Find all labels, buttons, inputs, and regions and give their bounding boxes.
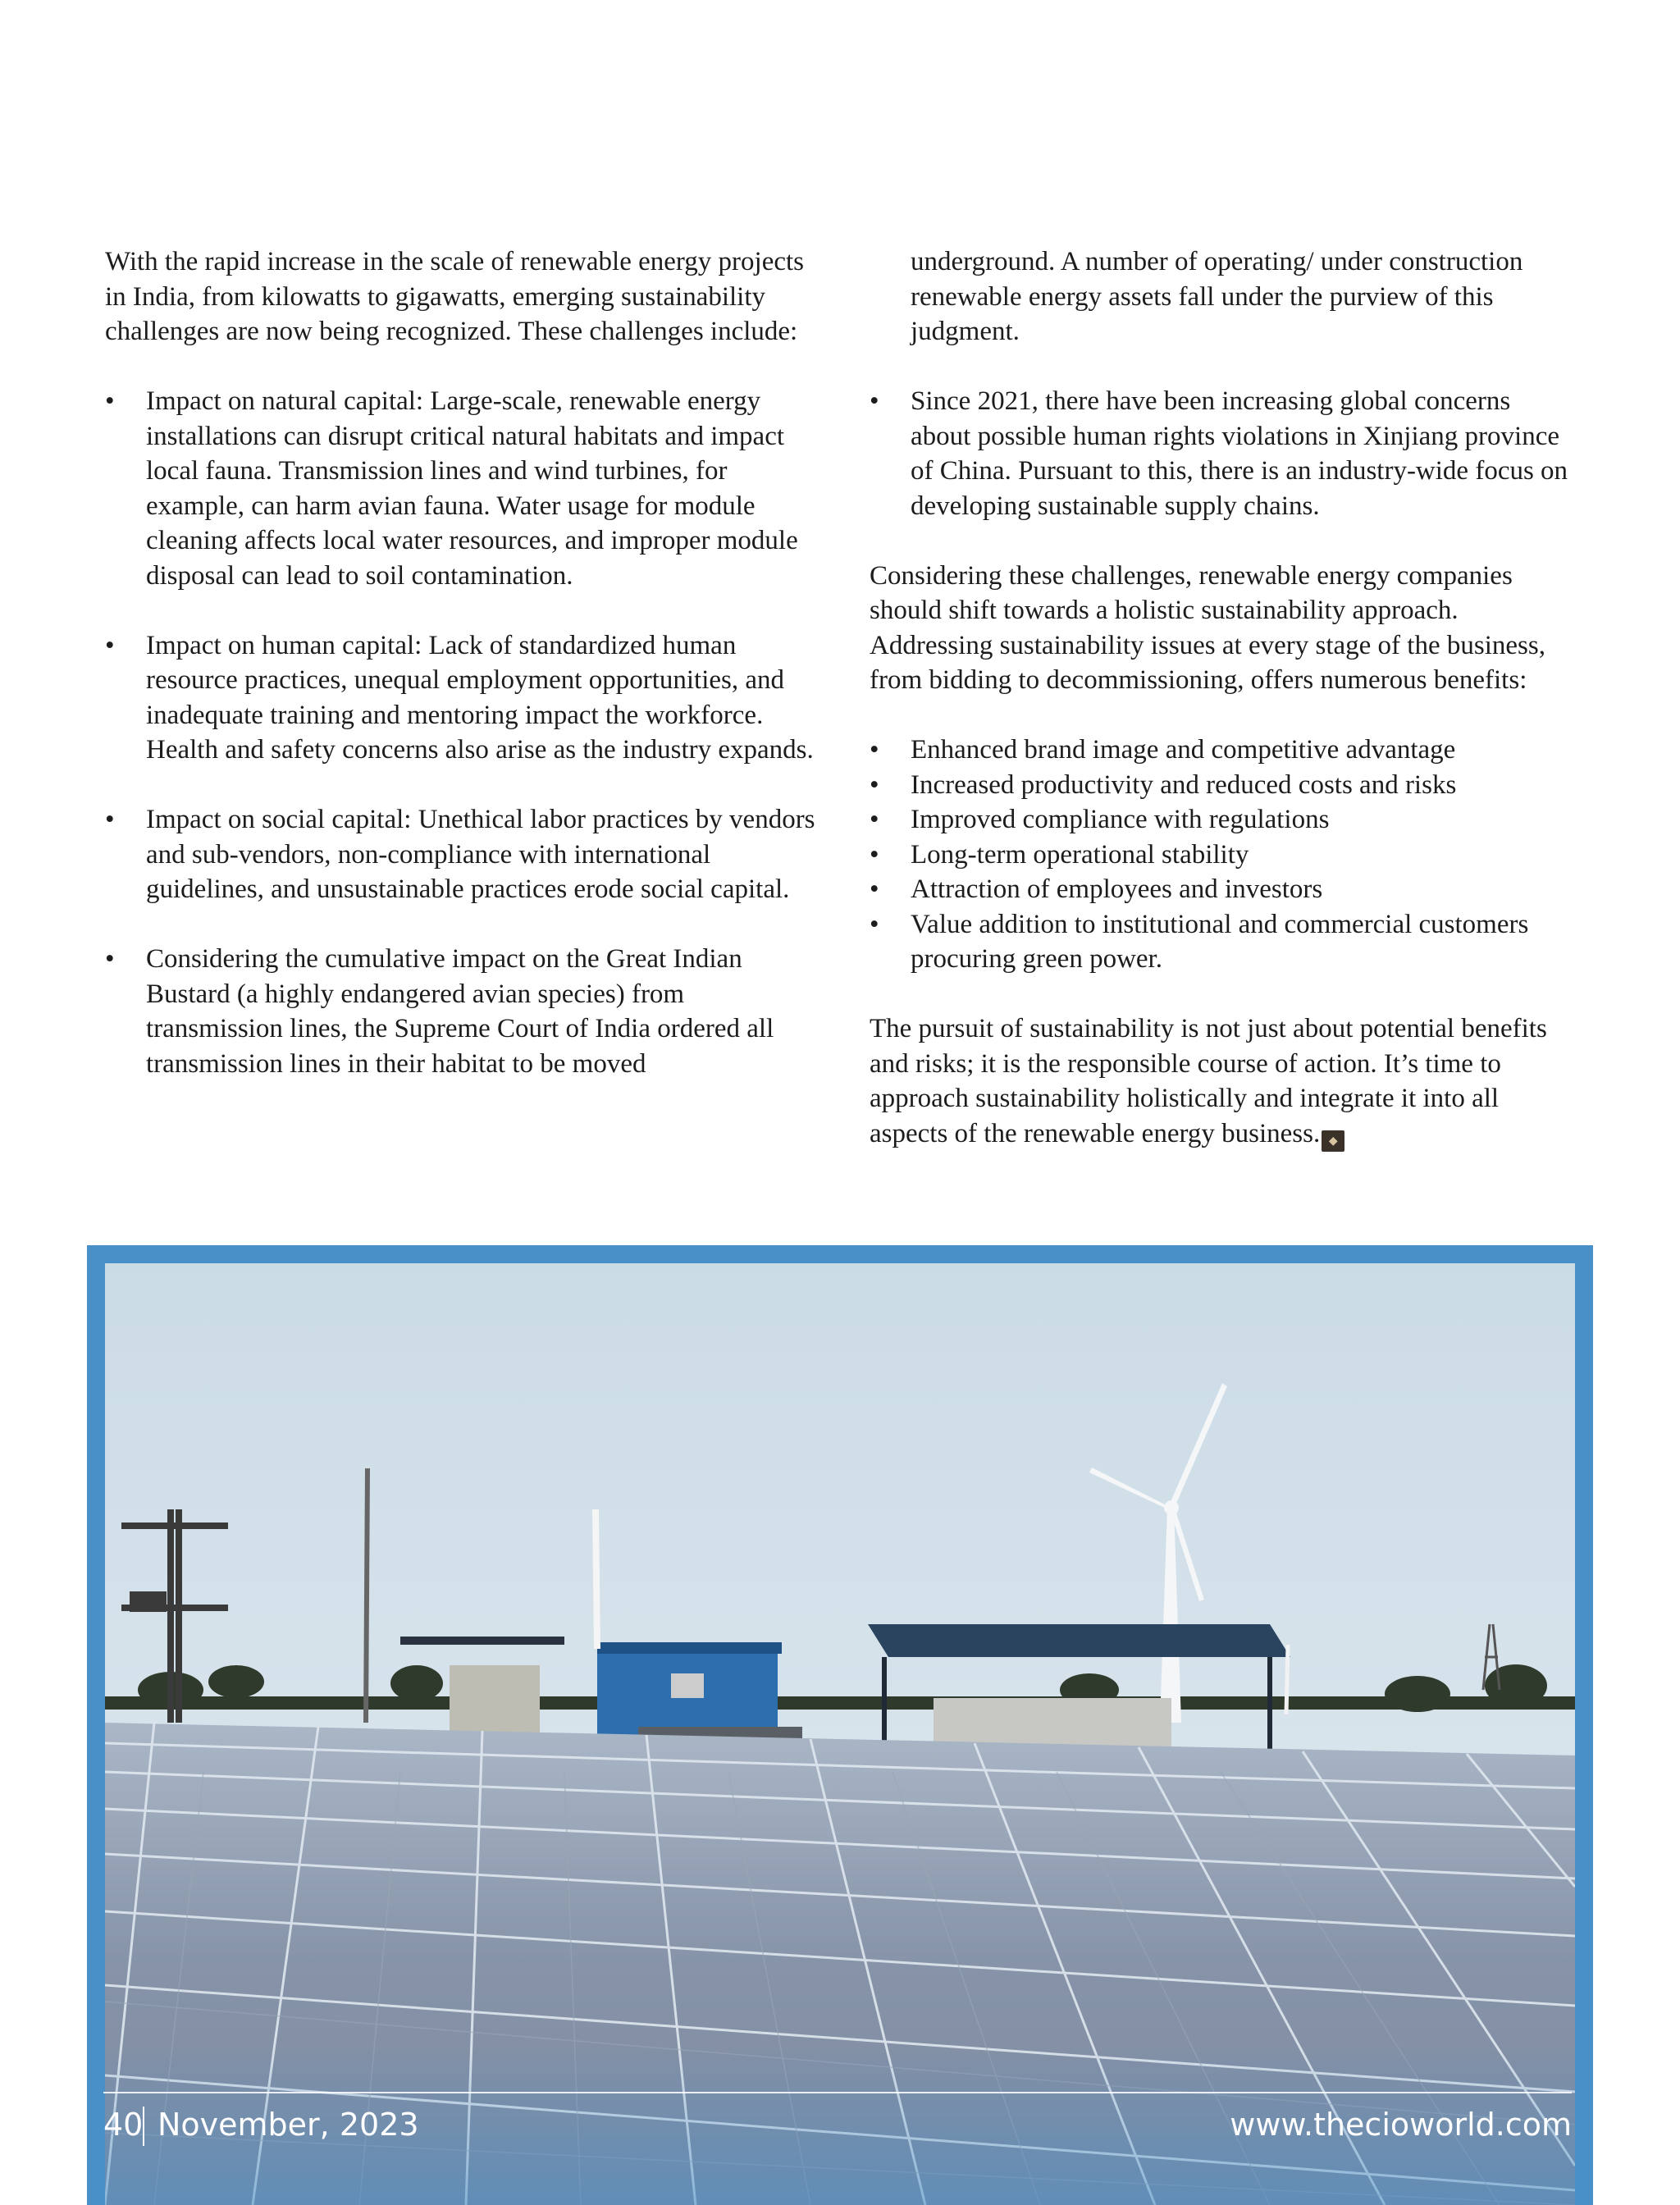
bullet-icon: •: [105, 386, 115, 416]
bullet-icon: •: [105, 630, 115, 660]
solar-farm-illustration: [105, 1263, 1575, 2205]
list-item: • Improved compliance with regulations: [870, 802, 1575, 838]
bullet-icon: •: [870, 386, 879, 416]
article-end-icon: ◆: [1322, 1130, 1344, 1152]
bullet-icon: •: [870, 909, 879, 939]
list-item: • Long-term operational stability: [870, 838, 1575, 873]
footer-divider: [103, 2092, 1572, 2093]
page-number: 40: [103, 2107, 144, 2143]
bullet-icon: •: [105, 944, 115, 974]
bullet-icon: •: [870, 839, 879, 870]
page-footer: [103, 2092, 1572, 2149]
page-number-divider: [143, 2107, 144, 2146]
list-item: • Enhanced brand image and competitive advantage: [870, 733, 1575, 768]
bullet-icon: •: [105, 805, 115, 834]
list-item: • Value addition to institutional and commercial customers procuring green power.: [870, 907, 1575, 977]
website-url[interactable]: www.thecioworld.com: [1230, 2107, 1572, 2143]
list-item: • Impact on human capital: Lack of standardized human resource practices, unequal employment opportunities, and inadequate training and mentoring impact the workforce. Health and safety concerns also arise as the industry expands.: [105, 628, 819, 768]
list-item: • Impact on natural capital: Large-scale, renewable energy installations can disrupt critical natural habitats and impact local fauna. Transmission lines and wind turbines, for example, can harm avian fauna. Water usage for module cleaning affects local water resources, and improper module disposal can lead to soil contamination.: [105, 384, 819, 593]
challenges-list-continued: [870, 384, 1575, 523]
shift-paragraph: Considering these challenges, renewable energy companies should shift towards a holistic sustainability approach. Addressing sustainability issues at every stage of the business, from bidding to decommissioning, offers numerous benefits:: [870, 560, 1545, 695]
intro-paragraph: With the rapid increase in the scale of renewable energy projects in India, from kilowatts to gigawatts, emerging sustainability challenges are now being recognized. These challenges include:: [105, 247, 805, 346]
list-item: • Increased productivity and reduced costs and risks: [870, 768, 1575, 803]
bullet-icon: •: [870, 735, 879, 765]
bullet-icon: •: [870, 805, 879, 834]
challenges-list: [105, 384, 819, 1081]
benefits-list: [870, 733, 1575, 977]
list-item: • Attraction of employees and investors: [870, 872, 1575, 907]
photo-frame: [87, 1245, 1593, 2205]
article-right-column: [870, 244, 1575, 1186]
list-item-continuation: underground. A number of operating/ under construction renewable energy assets fall under the purview of this judgment.: [911, 247, 1523, 346]
closing-paragraph: The pursuit of sustainability is not just about potential benefits and risks; it is the responsible course of action. It’s time to approach sustainability holistically and integrate it into all aspects of the renewable energy business. ◆: [870, 1011, 1575, 1152]
list-item: • Impact on social capital: Unethical labor practices by vendors and sub-vendors, non-compliance with international guidelines, and unsustainable practices erode social capital.: [105, 802, 819, 907]
solar-farm-photo: [105, 1263, 1575, 2205]
article-left-column: [105, 244, 819, 1116]
issue-date: November, 2023: [158, 2107, 419, 2143]
list-item: • Since 2021, there have been increasing global concerns about possible human rights violations in Xinjiang province of China. Pursuant to this, there is an industry-wide focus on developing sustainable supply chains.: [870, 384, 1575, 523]
bullet-icon: •: [870, 769, 879, 800]
list-item: • Considering the cumulative impact on the Great Indian Bustard (a highly endangered avian species) from transmission lines, the Supreme Court of India ordered all transmission lines in their habitat to be moved: [105, 942, 819, 1081]
bullet-icon: •: [870, 874, 879, 904]
